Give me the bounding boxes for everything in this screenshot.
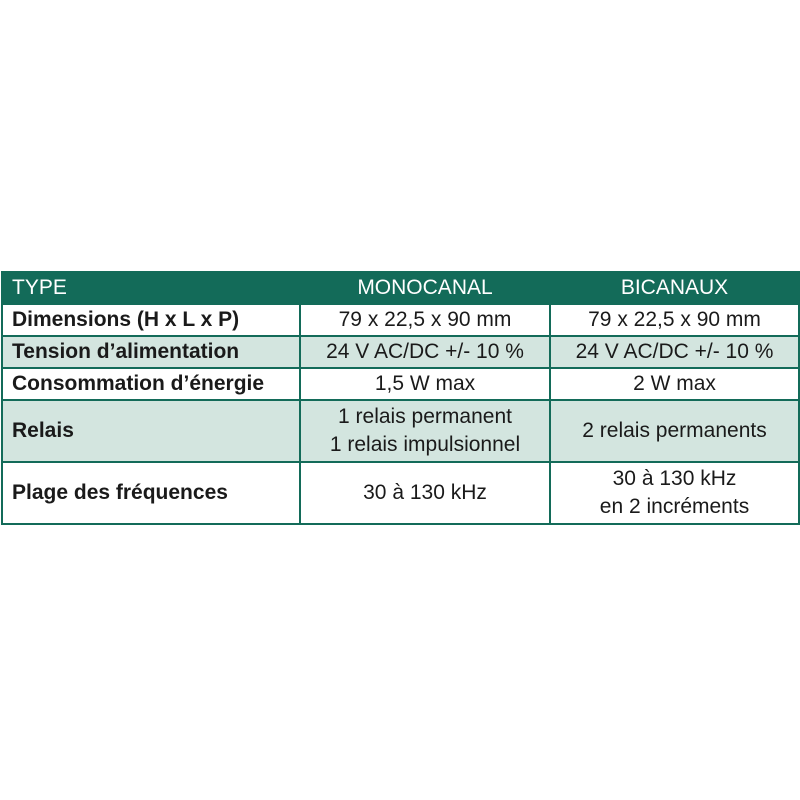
bicanaux-value bbox=[550, 368, 799, 400]
cell-line: 1 relais impulsionnel bbox=[329, 433, 521, 456]
row-label: Dimensions (H x L x P) bbox=[2, 304, 300, 336]
cell-line: 30 à 130 kHz bbox=[363, 481, 487, 504]
table-row-tension bbox=[2, 336, 799, 368]
header-type: TYPE bbox=[2, 272, 300, 304]
specifications-table bbox=[1, 271, 800, 525]
table-row-dimensions bbox=[2, 304, 799, 336]
header-row bbox=[2, 272, 799, 304]
table-row-relais bbox=[2, 400, 799, 462]
row-label: Consommation d’énergie bbox=[2, 368, 300, 400]
cell-line: 24 V AC/DC +/- 10 % bbox=[326, 340, 524, 363]
monocanal-value bbox=[300, 400, 550, 462]
monocanal-value bbox=[300, 368, 550, 400]
bicanaux-value bbox=[550, 462, 799, 524]
cell-line: 24 V AC/DC +/- 10 % bbox=[575, 340, 774, 363]
row-label: Plage des fréquences bbox=[2, 462, 300, 524]
table-row-frequences bbox=[2, 462, 799, 524]
cell-line: 1 relais permanent bbox=[338, 405, 512, 428]
header-bicanaux: BICANAUX bbox=[550, 272, 799, 304]
bicanaux-value bbox=[550, 304, 799, 336]
bicanaux-value bbox=[550, 336, 799, 368]
bicanaux-value bbox=[550, 400, 799, 462]
row-label: Tension d’alimentation bbox=[2, 336, 300, 368]
monocanal-value bbox=[300, 304, 550, 336]
cell-line: en 2 incréments bbox=[599, 495, 750, 518]
cell-line: 30 à 130 kHz bbox=[612, 467, 737, 490]
cell-line: 2 W max bbox=[633, 372, 716, 395]
monocanal-value bbox=[300, 336, 550, 368]
monocanal-value bbox=[300, 462, 550, 524]
cell-line: 1,5 W max bbox=[374, 372, 476, 395]
cell-line: 79 x 22,5 x 90 mm bbox=[588, 308, 761, 331]
row-label: Relais bbox=[2, 400, 300, 462]
cell-line: 79 x 22,5 x 90 mm bbox=[338, 308, 512, 331]
cell-line: 2 relais permanents bbox=[582, 419, 767, 442]
header-monocanal: MONOCANAL bbox=[300, 272, 550, 304]
table-header bbox=[2, 272, 799, 304]
table-row-consommation bbox=[2, 368, 799, 400]
table-body bbox=[2, 304, 799, 524]
